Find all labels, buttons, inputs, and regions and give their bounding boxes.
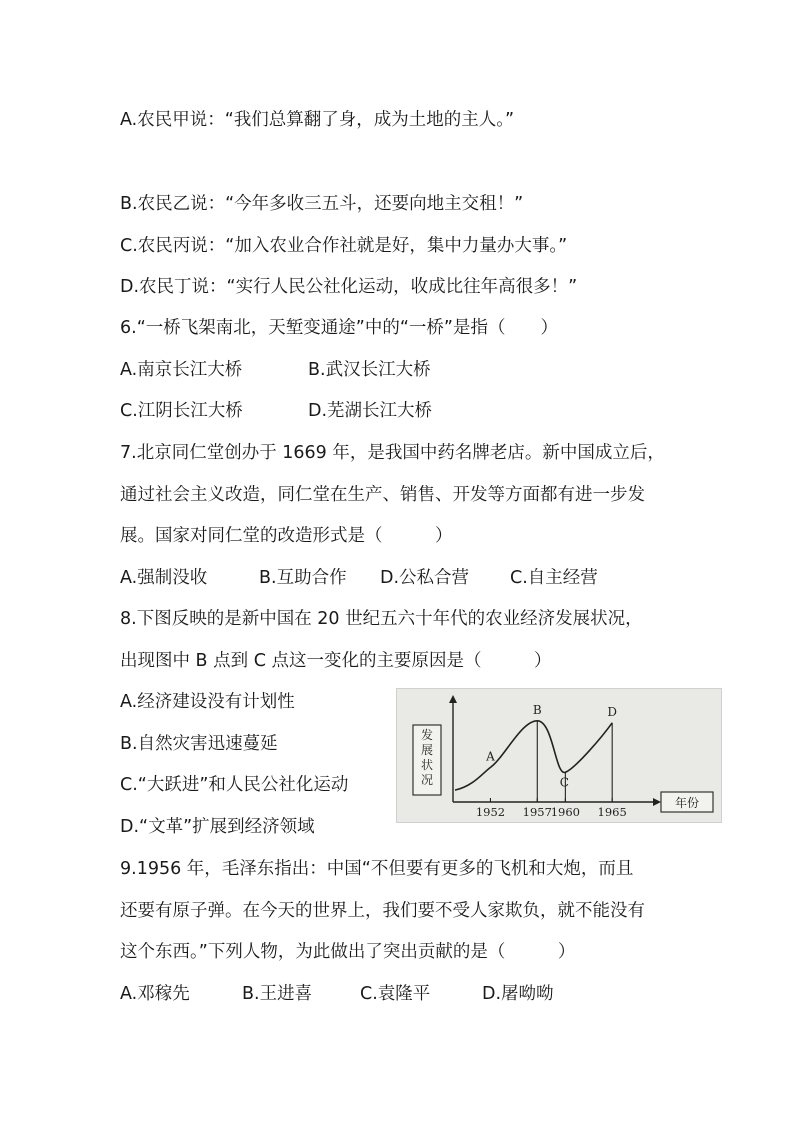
q6-stem: 6.“一桥飞架南北，天堑变通途”中的“一桥”是指（ ）	[120, 318, 558, 338]
chart-svg	[397, 689, 721, 822]
x-axis-arrow	[653, 798, 661, 806]
q7-option-a: A.强制没收	[120, 568, 208, 588]
q7-option-c: C.自主经营	[510, 568, 598, 588]
point-label-B: B	[532, 702, 542, 717]
q6-options-row2	[120, 399, 432, 423]
q8-option-c: C.“大跃进”和人民公社化运动	[120, 775, 349, 795]
q6-options-row1	[120, 358, 431, 382]
q7-option-d: D.公私合营	[380, 568, 470, 588]
q6-option-c: C.江阴长江大桥	[120, 401, 243, 421]
q5-option-c: C.农民丙说：“加入农业合作社就是好，集中力量办大事。”	[120, 236, 568, 256]
q5-option-b: B.农民乙说：“今年多收三五斗，还要向地主交租！”	[120, 194, 524, 214]
x-axis-label: 年份	[674, 796, 700, 810]
q7-stem-line2: 通过社会主义改造，同仁堂在生产、销售、开发等方面都有进一步发	[120, 485, 645, 505]
q5-option-a: A.农民甲说：“我们总算翻了身，成为土地的主人。”	[120, 110, 515, 130]
q9-option-c: C.袁隆平	[360, 984, 431, 1004]
q7-options	[120, 566, 598, 590]
q9-option-a: A.邓稼先	[120, 984, 190, 1004]
q9-stem-line2: 还要有原子弹。在今天的世界上，我们要不受人家欺负，就不能没有	[120, 901, 645, 921]
q9-stem-line3: 这个东西。”下列人物，为此做出了突出贡献的是（ ）	[120, 942, 576, 962]
x-tick-label-1965: 1965	[597, 805, 627, 819]
x-tick-label-1960: 1960	[550, 805, 581, 819]
point-label-C: C	[559, 775, 569, 790]
q6-option-a: A.南京长江大桥	[120, 360, 243, 380]
q7-stem-line3: 展。国家对同仁堂的改造形式是（ ）	[120, 526, 453, 546]
x-tick-label-1957: 1957	[522, 805, 552, 819]
q8-option-d: D.“文革”扩展到经济领域	[120, 817, 315, 837]
point-label-A: A	[486, 749, 495, 764]
y-axis-arrow	[449, 695, 457, 703]
q8-option-a: A.经济建设没有计划性	[120, 692, 295, 712]
q9-stem-line1: 9.1956 年，毛泽东指出：中国“不但要有更多的飞机和大炮，而且	[120, 859, 634, 879]
q6-option-d: D.芜湖长江大桥	[308, 401, 433, 421]
q7-stem-line1: 7.北京同仁堂创办于 1669 年，是我国中药名牌老店。新中国成立后，	[120, 443, 665, 463]
q6-option-b: B.武汉长江大桥	[308, 360, 431, 380]
q9-options	[120, 982, 554, 1006]
q9-option-d: D.屠呦呦	[482, 984, 554, 1004]
point-label-D: D	[607, 704, 617, 719]
x-tick-label-1952: 1952	[475, 805, 506, 819]
q5-option-d: D.农民丁说：“实行人民公社化运动，收成比往年高很多！”	[120, 277, 578, 297]
agriculture-development-chart	[396, 688, 722, 823]
q8-stem-line1: 8.下图反映的是新中国在 20 世纪五六十年代的农业经济发展状况，	[120, 609, 643, 629]
development-curve	[455, 721, 612, 790]
q8-option-b: B.自然灾害迅速蔓延	[120, 734, 278, 754]
q8-stem-line2: 出现图中 B 点到 C 点这一变化的主要原因是（ ）	[120, 651, 552, 671]
y-axis-label: 发展状况	[420, 728, 434, 787]
q7-option-b: B.互助合作	[259, 568, 347, 588]
q9-option-b: B.王进喜	[242, 984, 313, 1004]
